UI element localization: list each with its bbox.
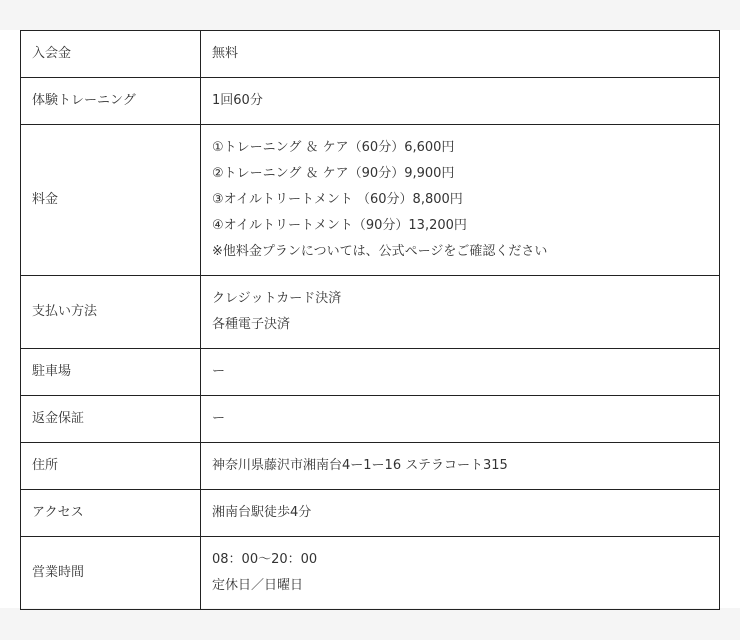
value-line: 定休日／日曜日 [212, 578, 304, 593]
row-label: 支払い方法 [21, 276, 201, 349]
value-line: ②トレーニング ＆ ケア（90分）9,900円 [212, 166, 455, 181]
row-value [201, 276, 720, 349]
value-line: ③オイルトリートメント （60分）8,800円 [212, 192, 463, 207]
row-label: 料金 [21, 125, 201, 276]
value-line: ④オイルトリートメント（90分）13,200円 [212, 218, 467, 233]
store-info-table [20, 30, 720, 610]
table-row-entry-fee [21, 31, 720, 78]
row-label: 返金保証 [21, 396, 201, 443]
row-label: 入会金 [21, 31, 201, 78]
row-value [201, 396, 720, 443]
value-line: ①トレーニング ＆ ケア（60分）6,600円 [212, 140, 455, 155]
table-row-payment [21, 276, 720, 349]
info-panel [0, 30, 740, 608]
table-row-trial [21, 78, 720, 125]
value-line: ※他料金プランについては、公式ページをご確認ください [212, 244, 548, 259]
row-value [201, 31, 720, 78]
value-line: 08：00〜20：00 [212, 552, 318, 567]
row-value [201, 537, 720, 610]
table-row-access [21, 490, 720, 537]
row-value [201, 125, 720, 276]
value-line: 無料 [212, 46, 239, 61]
value-line: ー [212, 411, 226, 426]
row-label: アクセス [21, 490, 201, 537]
row-label: 体験トレーニング [21, 78, 201, 125]
row-value [201, 349, 720, 396]
table-row-hours [21, 537, 720, 610]
row-label: 駐車場 [21, 349, 201, 396]
value-line: 湘南台駅徒歩4分 [212, 505, 312, 520]
table-row-address [21, 443, 720, 490]
value-line: ー [212, 364, 226, 379]
row-label: 営業時間 [21, 537, 201, 610]
value-line: クレジットカード決済 [212, 291, 342, 306]
table-row-refund [21, 396, 720, 443]
value-line: 1回60分 [212, 93, 263, 108]
table-row-parking [21, 349, 720, 396]
value-line: 各種電子決済 [212, 317, 291, 332]
table-row-price [21, 125, 720, 276]
value-line: 神奈川県藤沢市湘南台4ー1ー16 ステラコート315 [212, 458, 508, 473]
row-value [201, 78, 720, 125]
row-label: 住所 [21, 443, 201, 490]
row-value [201, 490, 720, 537]
row-value [201, 443, 720, 490]
